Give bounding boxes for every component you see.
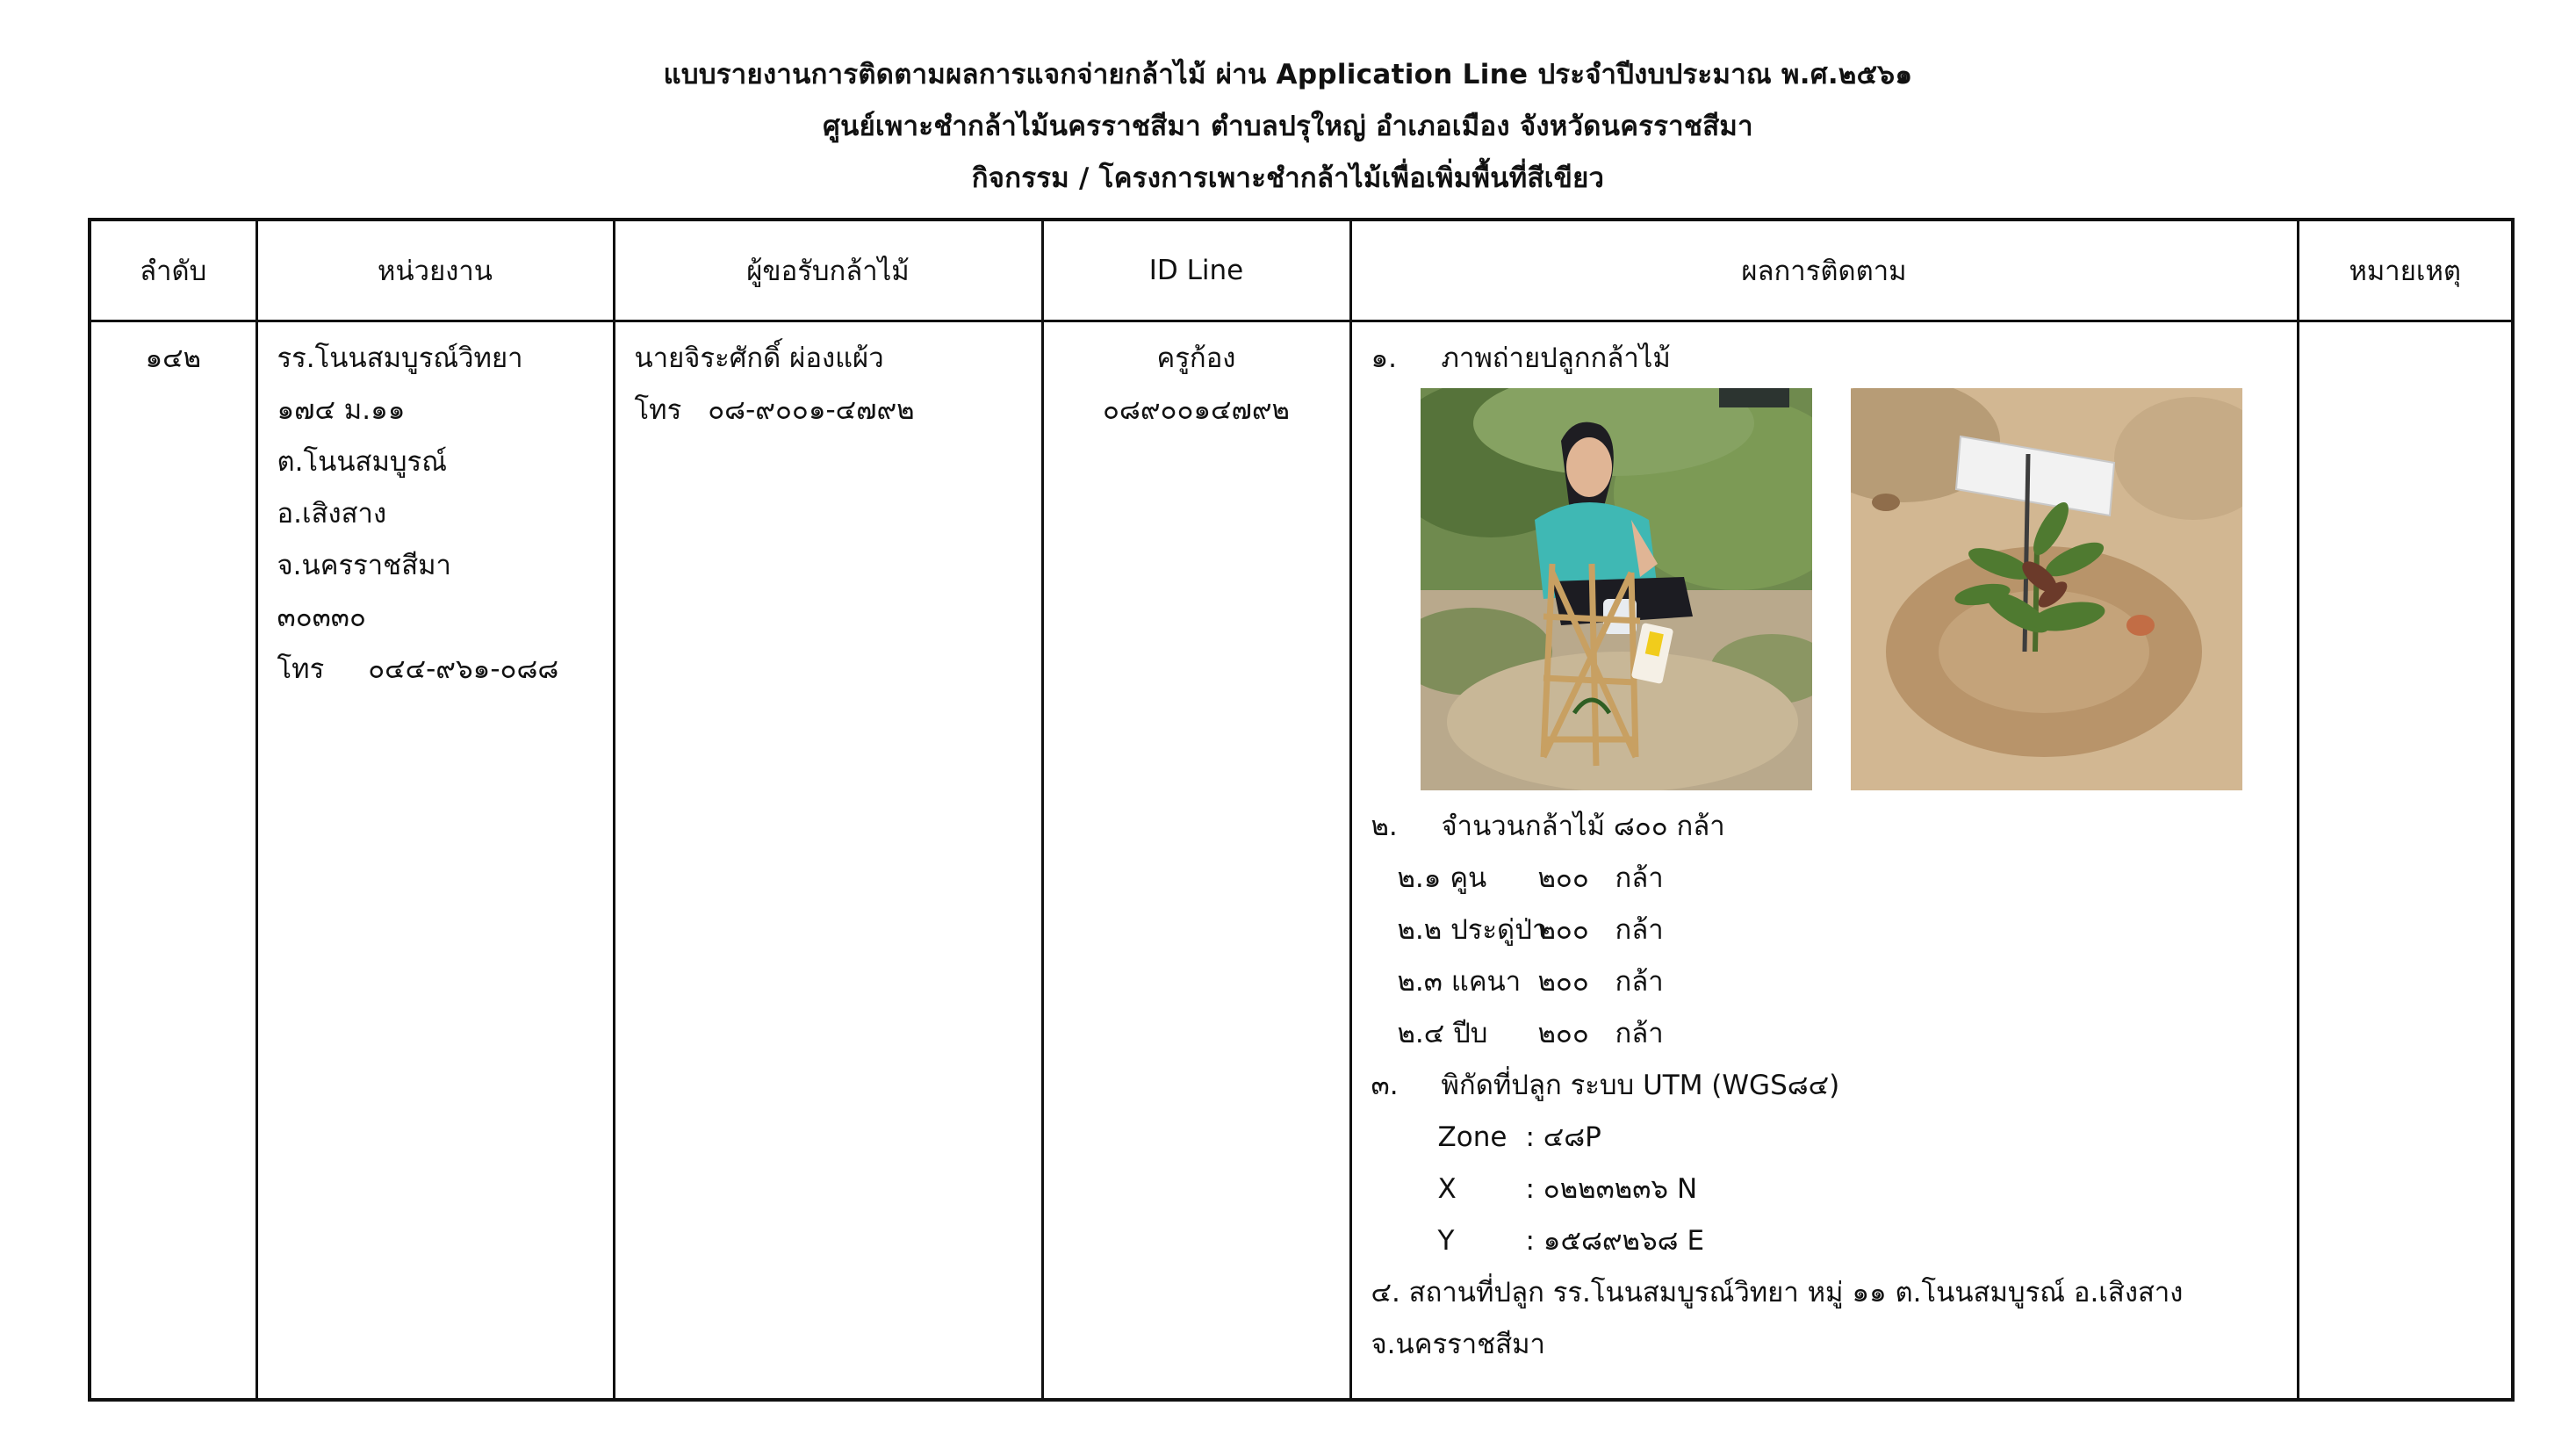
seedling-unit: กล้า — [1615, 1018, 1664, 1049]
seedling-name: ๒.๑ คูน — [1397, 862, 1487, 894]
seedling-row — [1371, 905, 2277, 956]
column-header-order: ลำดับ — [90, 220, 256, 321]
result-item-coordinates — [1371, 1060, 2277, 1112]
column-header-remark: หมายเหตุ — [2298, 220, 2513, 321]
order-cell — [90, 321, 256, 1401]
seedling-name: ๒.๔ ปีบ — [1397, 1018, 1488, 1049]
planting-location-province: จ.นครราชสีมา — [1371, 1329, 1545, 1360]
agency-cell — [256, 321, 614, 1401]
seedling-row — [1371, 853, 2277, 905]
seedling-image — [1851, 388, 2242, 790]
seedling-qty: ๒๐๐ — [1537, 966, 1589, 998]
column-header-result: ผลการติดตาม — [1350, 220, 2298, 321]
utm-zone-label: Zone — [1437, 1121, 1507, 1153]
agency-phone-number: ๐๔๔-๙๖๑-๐๘๘ — [368, 653, 559, 685]
report-center-name: ศูนย์เพาะชำกล้าไม้นครราชสีมา ตำบลปรุใหญ่ อำเภอเมือง จังหวัดนครราชสีมา — [823, 111, 1753, 142]
student-planting-image — [1421, 388, 1812, 790]
planting-location: ๔. สถานที่ปลูก รร.โนนสมบูรณ์วิทยา หมู่ ๑๑ ต.โนนสมบูรณ์ อ.เสิงสาง — [1371, 1277, 2184, 1308]
remark-cell — [2298, 321, 2513, 1401]
agency-address: ๑๗๔ ม.๑๑ — [277, 394, 406, 426]
requester-name: นายจิระศักดิ์ ผ่องแผ้ว — [634, 342, 884, 374]
requester-cell — [614, 321, 1042, 1401]
utm-y-label: Y — [1437, 1225, 1455, 1257]
result-item-label: ภาพถ่ายปลูกกล้าไม้ — [1441, 342, 1671, 374]
requester-phone — [635, 385, 1022, 436]
utm-x-label: X — [1437, 1173, 1457, 1205]
result-item-label: จำนวนกล้าไม้ ๘๐๐ กล้า — [1441, 811, 1725, 842]
planting-photos — [1421, 388, 2277, 790]
seedling-unit: กล้า — [1615, 862, 1664, 894]
seedling-qty: ๒๐๐ — [1537, 862, 1589, 894]
agency-district: อ.เสิงสาง — [277, 498, 387, 530]
result-cell — [1350, 321, 2298, 1401]
order-number: ๑๔๒ — [145, 342, 202, 374]
result-item-quantity — [1371, 801, 2277, 853]
seedling-unit: กล้า — [1615, 966, 1664, 998]
column-header-agency: หน่วยงาน — [256, 220, 614, 321]
table-header-row — [90, 220, 2513, 321]
utm-zone-value: : ๔๘P — [1525, 1121, 1601, 1153]
planting-photo-seedling — [1851, 388, 2242, 790]
table-row — [90, 321, 2513, 1401]
agency-phone — [277, 644, 594, 696]
utm-x — [1371, 1164, 2277, 1215]
line-id-name: ครูก้อง — [1156, 342, 1236, 374]
seedling-qty: ๒๐๐ — [1537, 1018, 1589, 1049]
utm-y — [1371, 1215, 2277, 1267]
seedling-row — [1371, 1008, 2277, 1060]
report-activity: กิจกรรม / โครงการเพาะชำกล้าไม้เพื่อเพิ่มพื้นที่สีเขียว — [971, 162, 1605, 194]
requester-phone-label: โทร — [634, 394, 682, 426]
report-title: แบบรายงานการติดตามผลการแจกจ่ายกล้าไม้ ผ่าน Application Line ประจำปีงบประมาณ พ.ศ.๒๕๖๑ — [663, 59, 1913, 90]
utm-y-value: : ๑๕๘๙๒๖๘ E — [1525, 1225, 1705, 1257]
seedling-row — [1371, 956, 2277, 1008]
agency-postcode: ๓๐๓๓๐ — [277, 602, 366, 633]
report-table — [88, 218, 2515, 1402]
line-id-number: ๐๘๙๐๐๑๔๗๙๒ — [1103, 394, 1290, 426]
column-header-requester: ผู้ขอรับกล้าไม้ — [614, 220, 1042, 321]
result-item-photos — [1371, 333, 2277, 385]
line-id-cell — [1042, 321, 1350, 1401]
seedling-name: ๒.๒ ประดู่ป่า — [1397, 914, 1548, 946]
utm-x-value: : ๐๒๒๓๒๓๖ N — [1525, 1173, 1698, 1205]
agency-subdistrict: ต.โนนสมบูรณ์ — [277, 446, 447, 478]
result-item-label: พิกัดที่ปลูก ระบบ UTM (WGS๘๔) — [1441, 1070, 1840, 1101]
agency-phone-label: โทร — [277, 653, 325, 685]
planting-photo-student — [1421, 388, 1812, 790]
requester-phone-number: ๐๘-๙๐๐๑-๔๗๙๒ — [708, 394, 915, 426]
agency-province: จ.นครราชสีมา — [277, 550, 451, 581]
agency-name: รร.โนนสมบูรณ์วิทยา — [277, 342, 523, 374]
report-header — [0, 49, 2576, 205]
seedling-qty: ๒๐๐ — [1537, 914, 1589, 946]
seedling-name: ๒.๓ แคนา — [1397, 966, 1522, 998]
column-header-line-id: ID Line — [1042, 220, 1350, 321]
result-item-number: ๒. — [1371, 811, 1398, 842]
utm-zone — [1371, 1112, 2277, 1164]
result-item-number: ๑. — [1371, 342, 1398, 374]
result-item-number: ๓. — [1371, 1070, 1399, 1101]
seedling-unit: กล้า — [1615, 914, 1664, 946]
